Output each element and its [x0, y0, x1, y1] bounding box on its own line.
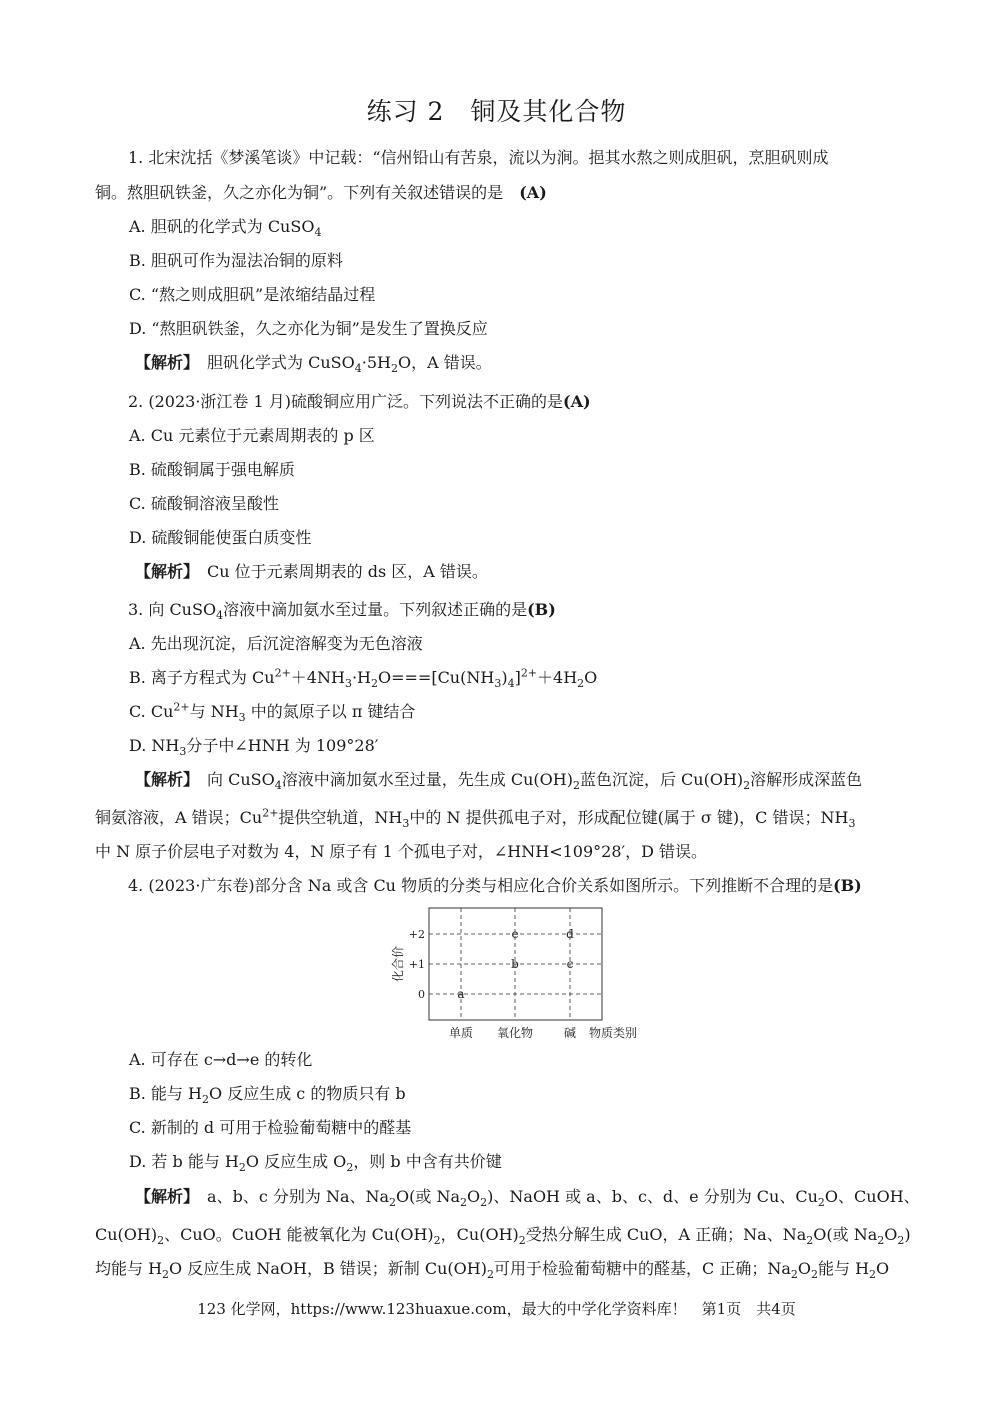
analysis-label: 【解析】	[135, 770, 192, 789]
q3-analysis-line3: 中 N 原子价层电子对数为 4，N 原子有 1 个孤电子对，∠HNH<109°28′，D 错误。	[95, 842, 708, 861]
y-tick-label: +1	[408, 958, 425, 971]
point-label-b: b	[511, 957, 519, 971]
q4-option-b: B. 能与 $H_2O$ 反应生成 c 的物质只有 b	[129, 1084, 406, 1107]
q1-option-a: A. 胆矾的化学式为 CuSO$_4$	[129, 217, 322, 240]
page-title: 练习 2 铜及其化合物	[366, 97, 627, 126]
q2-stem: 2. (2023·浙江卷 1 月)硫酸铜应用广泛。下列说法不正确的是(A)	[128, 392, 591, 411]
valence-category-diagram	[382, 900, 648, 1048]
x-axis-label: 物质类别	[588, 1026, 638, 1040]
point-label-a: a	[457, 987, 465, 1001]
q2-answer: (A)	[563, 392, 591, 411]
q3-option-b: B. 离子方程式为 $Cu^{2+}+4NH_3\cdot H_2O===[Cu(NH_3)_4]^{2+}+4H_2O$	[129, 666, 598, 691]
analysis-label: 【解析】	[135, 562, 192, 581]
q2-analysis: 【解析】 Cu 位于元素周期表的 ds 区，A 错误。	[135, 562, 488, 581]
q4-answer: (B)	[833, 876, 862, 895]
q4-analysis-line2: $Cu(OH)_2$、CuO。CuOH 能被氧化为 $Cu(OH)_2$，$Cu(OH)_2$受热分解生成 CuO，A 正确；Na、$Na_2O$(或 $Na_2O_2$)	[95, 1225, 911, 1248]
page-footer: 123 化学网，https://www.123huaxue.com，最大的中学化学资料库！ 第1页 共4页	[197, 1300, 796, 1318]
x-category-label: 氧化物	[496, 1026, 534, 1040]
x-category-label: 单质	[448, 1026, 474, 1040]
q4-option-a: A. 可存在 c→d→e 的转化	[129, 1050, 313, 1069]
q4-analysis-line3: 均能与 $H_2O$ 反应生成 NaOH，B 错误；新制 $Cu(OH)_2$可用于检验葡萄糖中的醛基，C 正确；$Na_2O_2$能与 $H_2O$	[95, 1259, 890, 1282]
q1-option-b: B. 胆矾可作为湿法冶铜的原料	[129, 251, 343, 270]
q2-option-b: B. 硫酸铜属于强电解质	[129, 460, 295, 479]
q1-answer: (A)	[519, 183, 547, 202]
q4-analysis-line1: 【解析】 a、b、c 分别为 Na、$Na_2O$(或 $Na_2O_2$)、NaOH 或 a、b、c、d、e 分别为 Cu、$Cu_2O$、CuOH、	[135, 1187, 920, 1210]
q4-option-c: C. 新制的 d 可用于检验葡萄糖中的醛基	[129, 1118, 412, 1137]
q3-option-a: A. 先出现沉淀，后沉淀溶解变为无色溶液	[129, 634, 423, 653]
q3-option-d: D. $NH_3$分子中∠HNH 为 109°28′	[129, 736, 379, 759]
point-label-c: c	[566, 957, 574, 971]
q3-option-c: C. $Cu^{2+}$与 $NH_3$ 中的氮原子以 π 键结合	[129, 700, 416, 725]
q3-answer: (B)	[527, 600, 556, 619]
x-category-label: 碱	[563, 1026, 577, 1040]
analysis-label: 【解析】	[135, 1187, 192, 1206]
y-axis-label: 化合价	[391, 945, 405, 983]
q3-analysis-line1: 【解析】 向 CuSO$_4$溶液中滴加氨水至过量，先生成 $Cu(OH)_2$蓝色沉淀，后 $Cu(OH)_2$溶解形成深蓝色	[135, 770, 863, 793]
q2-option-a: A. Cu 元素位于元素周期表的 p 区	[129, 426, 375, 445]
q4-stem: 4. (2023·广东卷)部分含 Na 或含 Cu 物质的分类与相应化合价关系如图所示。下列推断不合理的是(B)	[128, 876, 862, 895]
point-label-d: d	[566, 927, 574, 941]
q3-analysis-line2: 铜氨溶液，A 错误；$Cu^{2+}$提供空轨道，$NH_3$中的 N 提供孤电子对，形成配位键(属于 σ 键)，C 错误；$NH_3$	[95, 806, 856, 831]
q1-option-d: D. “熬胆矾铁釜，久之亦化为铜”是发生了置换反应	[129, 319, 488, 338]
y-tick-label: +2	[408, 928, 425, 941]
q4-option-d: D. 若 b 能与 $H_2O$ 反应生成 $O_2$，则 b 中含有共价键	[129, 1152, 502, 1175]
point-label-e: e	[511, 927, 519, 941]
q1-option-c: C. “熬之则成胆矾”是浓缩结晶过程	[129, 285, 376, 304]
q3-stem: 3. 向 CuSO$_4$溶液中滴加氨水至过量。下列叙述正确的是(B)	[128, 600, 556, 623]
analysis-label: 【解析】	[135, 353, 192, 372]
q2-option-d: D. 硫酸铜能使蛋白质变性	[129, 528, 312, 547]
y-tick-label: 0	[418, 988, 425, 1001]
q1-stem-line1: 1. 北宋沈括《梦溪笔谈》中记载：“信州铅山有苦泉，流以为涧。挹其水熬之则成胆矾，烹胆矾则成	[128, 148, 829, 167]
q2-option-c: C. 硫酸铜溶液呈酸性	[129, 494, 279, 513]
q1-stem-line2: 铜。熬胆矾铁釜，久之亦化为铜”。下列有关叙述错误的是 (A)	[95, 183, 547, 202]
q1-analysis: 【解析】 胆矾化学式为 $CuSO_4\cdot 5H_2O$，A 错误。	[135, 353, 492, 376]
